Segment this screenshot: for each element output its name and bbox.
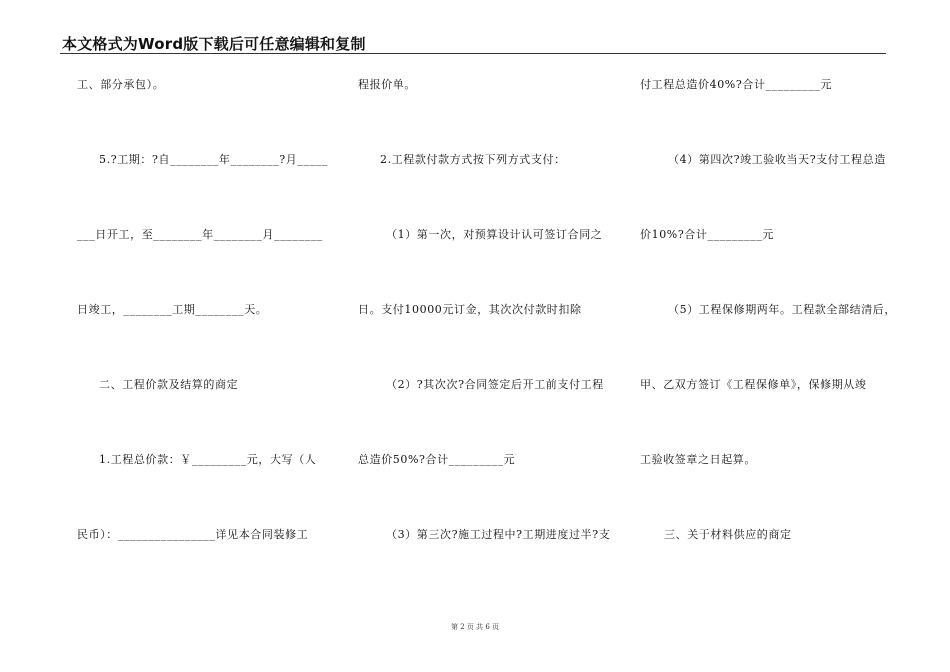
text-line: （5）工程保修期两年。工程款全部结清后，	[668, 303, 896, 316]
text-line: 5.?工期：?自________年________?月_____	[99, 153, 328, 166]
text-line: 价10%?合计_________元	[640, 228, 775, 241]
text-line: 2.工程款付款方式按下列方式支付：	[380, 153, 566, 166]
text-line: 付工程总造价40%?合计_________元	[640, 78, 833, 91]
text-line: （3）第三次?施工过程中?工期进度过半?支	[386, 528, 611, 541]
text-line: 日。支付10000元订金，其次次付款时扣除	[358, 303, 582, 316]
text-line: 工验收签章之日起算。	[640, 453, 756, 466]
text-line: 总造价50%?合计_________元	[358, 453, 516, 466]
page-number: 第 2 页 共 6 页	[450, 623, 500, 631]
text-line: 日竣工，________工期________天。	[77, 303, 268, 316]
text-column-1	[77, 0, 342, 672]
text-column-3	[640, 0, 905, 672]
text-line: （2）?其次次?合同签定后开工前支付工程	[386, 378, 604, 391]
text-line: （1）第一次，对预算设计认可签订合同之	[386, 228, 603, 241]
text-line: 1.工程总价款：￥_________元，大写（人	[99, 453, 317, 466]
text-line: （4）第四次?竣工验收当天?支付工程总造	[668, 153, 886, 166]
document-header-title: 本文格式为Word版下载后可任意编辑和复制	[62, 35, 366, 53]
text-line: 工、部分承包）。	[77, 78, 165, 91]
text-column-2	[358, 0, 623, 672]
text-line: 民币）：________________详见本合同装修工	[77, 528, 309, 541]
text-line: 甲、乙双方签订《工程保修单》，保修期从竣	[640, 378, 867, 391]
text-line: 程报价单。	[358, 78, 416, 91]
section-heading: 三、关于材料供应的商定	[664, 528, 792, 541]
text-line: ___日开工，至________年________月________	[77, 228, 323, 241]
section-heading: 二、工程价款及结算的商定	[99, 378, 239, 391]
